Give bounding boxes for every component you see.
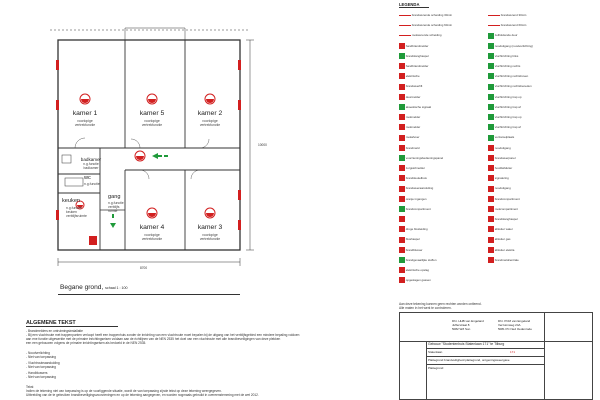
legend-item [399, 134, 419, 141]
legend-label: vluchtrichting trap af [494, 104, 521, 109]
legend-item [488, 134, 514, 141]
legend-label: brandwerend 60min [500, 23, 527, 28]
room-label: gang [108, 194, 121, 200]
legend-item [399, 226, 428, 233]
legend-item [488, 206, 518, 213]
legend-item [399, 277, 431, 284]
legend-label: vluchtrichting links [494, 53, 519, 58]
room-sub: vertrekfunctie [74, 123, 96, 127]
heading-underline [26, 326, 118, 327]
legend-item [488, 257, 519, 264]
legend-label: akoestische signaal [405, 104, 432, 109]
divider [426, 356, 544, 357]
legend-label: handbrandmelder [405, 43, 429, 48]
legend-label: vluchtrichting trap op [494, 94, 522, 99]
legend-item [399, 267, 429, 274]
legend-symbol-icon [488, 15, 500, 16]
general-text-footer: Tekst Indien de tekening niet van toepassing is op de voorliggende situatie, wordt de van toepassing zijnde tekst op deze tekening weergegeven. Uitbreiding van de te gebruiken brandbeveiligingsvoorzieningen en op de tekening aangegeven, en worden nogmaals gebruikt in overeenstemming met de wet 2012. [26, 385, 259, 397]
legend-item [488, 32, 517, 39]
legend-item [488, 114, 521, 121]
dimension-height: 10000 [258, 143, 267, 147]
legend-item [399, 104, 431, 111]
legend-label: vluchtrichting trap af [494, 125, 521, 130]
legend-item [488, 165, 512, 172]
project-number: 171 [510, 350, 516, 354]
legend-item [399, 206, 431, 213]
room-label: keuken [62, 198, 81, 204]
plan-title-underline [58, 294, 240, 295]
legend-label: brandslanghaspel [405, 53, 429, 58]
legend-item [399, 32, 442, 39]
divider [426, 348, 544, 349]
outer-wall [58, 40, 240, 250]
legend-item [399, 73, 420, 80]
room-label: kamer 4 [139, 224, 165, 231]
legend-label: verzamelplaats [494, 135, 515, 140]
legend-label: brandsleutelbuis [405, 176, 427, 181]
room-sub: n.g.functie [108, 201, 124, 205]
legend-label: hoofdafsluiter [494, 166, 513, 170]
legend-item [399, 114, 420, 121]
legend-label: zelfsluitende deur [494, 33, 518, 38]
legend-label: afsluiter water [494, 227, 513, 232]
dimension-width: 8700 [140, 266, 148, 270]
legend-label: brandmeldcentrale [494, 257, 519, 262]
legend-label: nooduitgang [494, 186, 511, 191]
legend-label: rookwerende scheiding [411, 33, 442, 38]
legend-item [488, 94, 521, 101]
general-text-heading: ALGEMENE TEKST [26, 320, 76, 326]
room-label: badkamer [80, 157, 102, 162]
drawing-description: Plattegrond brandveiligheid plattegrond, ontgeningsweergave [428, 358, 510, 362]
room-label: kamer 5 [139, 110, 165, 117]
legend-label: brandcompartiment [405, 206, 431, 211]
room-sub: n.g.functie [84, 182, 100, 186]
legend-symbol-icon [399, 35, 411, 36]
legend-label: brandwerend 30min [500, 13, 527, 17]
legend-item [488, 53, 518, 60]
divider [426, 364, 544, 365]
room-sub: vertrekfunctie [141, 123, 163, 127]
legend-label: nooduitgang (noodverlichting) [494, 43, 533, 48]
room-sub: n.g.functie [66, 206, 82, 210]
legend-item [488, 236, 510, 243]
legend-item [399, 165, 425, 172]
legend-label: rookcompartiment [494, 206, 518, 211]
room-label: kamer 3 [197, 224, 223, 231]
client1: Dhr. HHB van Engeland Jufferstraat 8 5082 WZ Son [452, 319, 484, 331]
plan-title: Begane grond, schaal 1 : 100 [60, 284, 128, 291]
legend-item [488, 104, 521, 111]
legend-label: vluchtrichting rechtsbeneden [494, 84, 532, 89]
divider [544, 341, 545, 399]
legend-item [399, 83, 422, 90]
room-sub: verblijfsruimte [66, 214, 87, 218]
legend-item [399, 22, 452, 29]
legend-label: voorzieningsbedieningspanel [405, 155, 444, 160]
revision-box [544, 313, 592, 342]
room-sub: verblijfs [108, 205, 120, 209]
legend-item [399, 185, 433, 192]
general-text-body: - Brandmelders en ontruimingsinstallatie - Bij een vluchtroute met trappenpunten verloopt heeft een trappenhuis zonder de inrichting van een vluchtroute moet bepalen bij de uitgang van het verblijfsgebied een mindere bepaling voldoen aan ene functie uitgewerkte met de primaire inrichtingseisen voldaan aan de richtlijnen van de NEN 2535 het doel van een vluchtroute met alle brandbeveiligingen van deze plekken een een gebouwen volgens de primaire inrichtingseisen als bedoeld in de NEN 2535. [26, 329, 300, 345]
legend-label: deurmelder [405, 94, 421, 99]
room-sub: voorlopige [77, 119, 93, 123]
room-sub: badkamer [83, 166, 99, 170]
room-sub: vertrekfunctie [141, 237, 163, 241]
legend-item [488, 155, 516, 162]
room-label: kamer 2 [197, 110, 223, 117]
legend-label: brandweerpanel [494, 155, 516, 160]
legend-label: rookmelder [405, 125, 421, 130]
legend-item [399, 196, 427, 203]
legend-label: oranje ingangen [405, 196, 427, 201]
legend-label: elektrische opslag [405, 268, 429, 272]
legend-label: brandweerlift [405, 84, 423, 89]
legend-item [488, 12, 526, 19]
general-text-items: - Noodverlichting - Niet van toepassing - Vluchtrouteaanduiding - Niet van toepassing - Handblussers - Niet van toepassing [26, 351, 60, 379]
legend-item [488, 175, 509, 182]
legend-symbol-icon [399, 15, 411, 16]
legend-item [488, 185, 511, 192]
legend-label: zorgstofmelder [405, 166, 425, 170]
legend-item [399, 53, 429, 60]
legend-label: blushaspel [405, 237, 420, 242]
legend-label: brandweeraansluiting [405, 186, 434, 191]
legend-label: afsluiter elektra [494, 247, 515, 252]
legend-label: brandblusser [405, 247, 423, 252]
legend-item [399, 94, 420, 101]
legend-label: brandslanghaspel [494, 217, 518, 221]
legend-label: handbrandmelder [405, 64, 429, 68]
legend-item [399, 145, 419, 152]
legend-item [488, 145, 511, 152]
room-sub: voorlopige [202, 119, 218, 123]
location: Gebouw "Studentenhuis Statenlaan 171" te Tilburg [428, 342, 505, 346]
room-sub: keuken [66, 210, 77, 214]
legend-label: rookafvoer [405, 135, 420, 140]
legend-item [399, 124, 420, 131]
legend-label: opgeslagen gassen [405, 278, 431, 283]
legend-label: brandwerende scheiding 60min [411, 23, 452, 28]
legend-symbol-icon [399, 216, 405, 222]
room-sub: vertrekfunctie [199, 123, 221, 127]
legend-item [488, 43, 533, 50]
legend-item [488, 124, 521, 131]
legend-label: elektrische [405, 74, 420, 79]
legend-label: vluchtrichting trap op [494, 115, 522, 119]
legend-item [399, 257, 436, 264]
room-sub: voorlopige [144, 119, 160, 123]
disclaimer: Aan deze tekening kunnen geen rechten worden ontleend. Alle maten in het werk te controleren. [399, 302, 482, 310]
legend-item [488, 83, 532, 90]
legend-item [488, 22, 526, 29]
legend-item [399, 216, 405, 223]
legend-label: droge blusleiding [405, 227, 428, 232]
legend-item [399, 63, 428, 70]
legend-title-underline [399, 7, 429, 8]
legend-label: brandcompartiment [494, 196, 520, 201]
room-sub: voorlopige [144, 233, 160, 237]
legend-label: signalering [494, 176, 509, 181]
legend-item [399, 175, 427, 182]
legend-label: rookmelder [405, 115, 421, 119]
room-sub: ruimte [108, 209, 118, 213]
legend-item [488, 196, 520, 203]
legend-item [399, 43, 428, 50]
legend-item [488, 63, 520, 70]
legend-item [488, 73, 528, 80]
legend-label: brandgevaarlijke stoffen [405, 257, 437, 262]
room-label: wc [84, 175, 91, 181]
room-sub: n.g.functie [83, 162, 99, 166]
sheet: Plattegrond [428, 366, 444, 370]
legend-item [399, 247, 423, 254]
legend-label: brandwerende scheiding 30min [411, 13, 452, 17]
legend-label: brandmeld [405, 145, 420, 150]
legend-item [488, 226, 513, 233]
legend-title: LEGENDA [399, 2, 420, 7]
legend-item [488, 216, 518, 223]
legend-label: afsluiter gas [494, 237, 511, 242]
room-sub: voorlopige [202, 233, 218, 237]
legend-item [399, 236, 420, 243]
legend-item [399, 12, 452, 19]
title-block [399, 312, 593, 400]
room-sub: vertrekfunctie [199, 237, 221, 241]
legend-label: nooduitgang [494, 145, 511, 150]
legend-item [399, 155, 443, 162]
divider [426, 341, 427, 399]
legend-symbol-icon [399, 25, 411, 26]
legend-item [488, 247, 514, 254]
legend-label: vluchtrichting rechts [494, 64, 521, 68]
project: Statenlaan [428, 350, 443, 354]
client2: Dhr. PCM van Engeland Verzuimweg 24A 5081 PC Ned Oedenrode [498, 319, 532, 331]
room-label: kamer 1 [72, 110, 98, 117]
legend-label: vluchtrichting rechtsboven [494, 74, 529, 79]
legend-symbol-icon [488, 25, 500, 26]
plan-scale: schaal 1 : 100 [105, 286, 128, 290]
